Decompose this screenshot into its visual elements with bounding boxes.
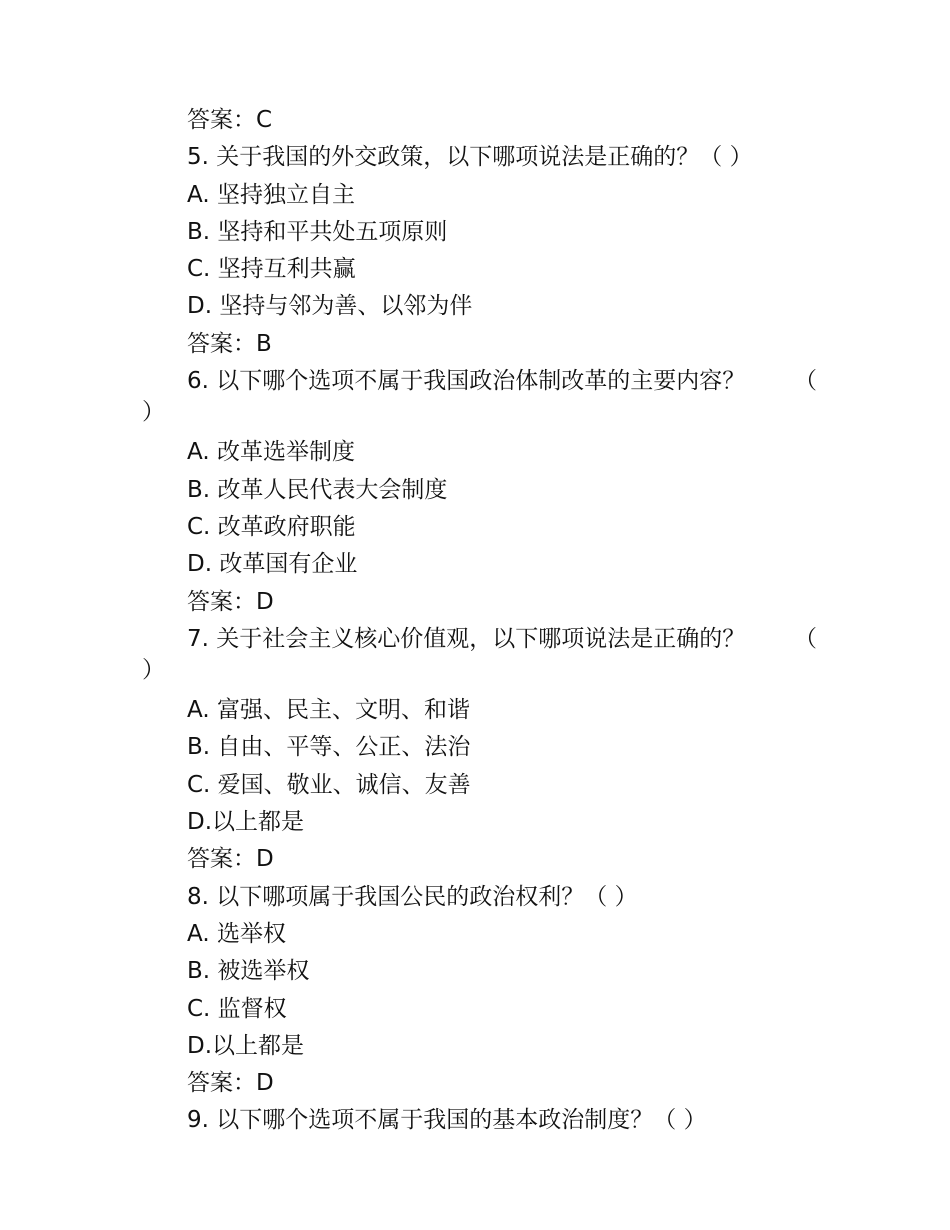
- option-line: A. 选举权: [187, 920, 286, 947]
- option-line: C. 监督权: [187, 995, 287, 1022]
- option-line: B. 坚持和平共处五项原则: [187, 218, 448, 245]
- option-line: D. 改革国有企业: [187, 551, 358, 578]
- paren-close: ）: [142, 399, 165, 426]
- option-line: D.以上都是: [187, 1032, 305, 1059]
- option-line: A. 坚持独立自主: [187, 181, 355, 208]
- paren-open: （: [794, 625, 817, 652]
- question-7: [142, 621, 827, 692]
- option-line: B. 自由、平等、公正、法治: [187, 734, 471, 761]
- question-6: [142, 363, 827, 434]
- answer-line: 答案：C: [187, 107, 273, 133]
- option-line: D.以上都是: [187, 809, 305, 836]
- option-line: C. 坚持互利共赢: [187, 256, 356, 283]
- question-text: 6. 以下哪个选项不属于我国政治体制改革的主要内容？: [187, 368, 746, 395]
- answer-line: 答案：D: [187, 588, 274, 615]
- paren-close: ）: [142, 657, 165, 684]
- answer-line: 答案：D: [187, 1070, 274, 1097]
- question-line: 5. 关于我国的外交政策，以下哪项说法是正确的？（ ）: [187, 144, 753, 171]
- option-line: A. 改革选举制度: [187, 439, 355, 466]
- answer-line: 答案：B: [187, 330, 272, 357]
- question-text: 7. 关于社会主义核心价值观，以下哪项说法是正确的？: [187, 625, 746, 652]
- option-line: B. 改革人民代表大会制度: [187, 476, 448, 503]
- question-line: 9. 以下哪个选项不属于我国的基本政治制度？（ ）: [187, 1107, 707, 1134]
- paren-open: （: [794, 368, 817, 395]
- document-content: [142, 102, 827, 1140]
- option-line: B. 被选举权: [187, 958, 310, 985]
- option-line: C. 改革政府职能: [187, 513, 356, 540]
- question-line: 8. 以下哪项属于我国公民的政治权利？（ ）: [187, 883, 638, 910]
- option-line: C. 爱国、敬业、诚信、友善: [187, 771, 471, 798]
- option-line: D. 坚持与邻为善、以邻为伴: [187, 293, 473, 320]
- option-line: A. 富强、民主、文明、和谐: [187, 697, 470, 724]
- answer-line: 答案：D: [187, 846, 274, 873]
